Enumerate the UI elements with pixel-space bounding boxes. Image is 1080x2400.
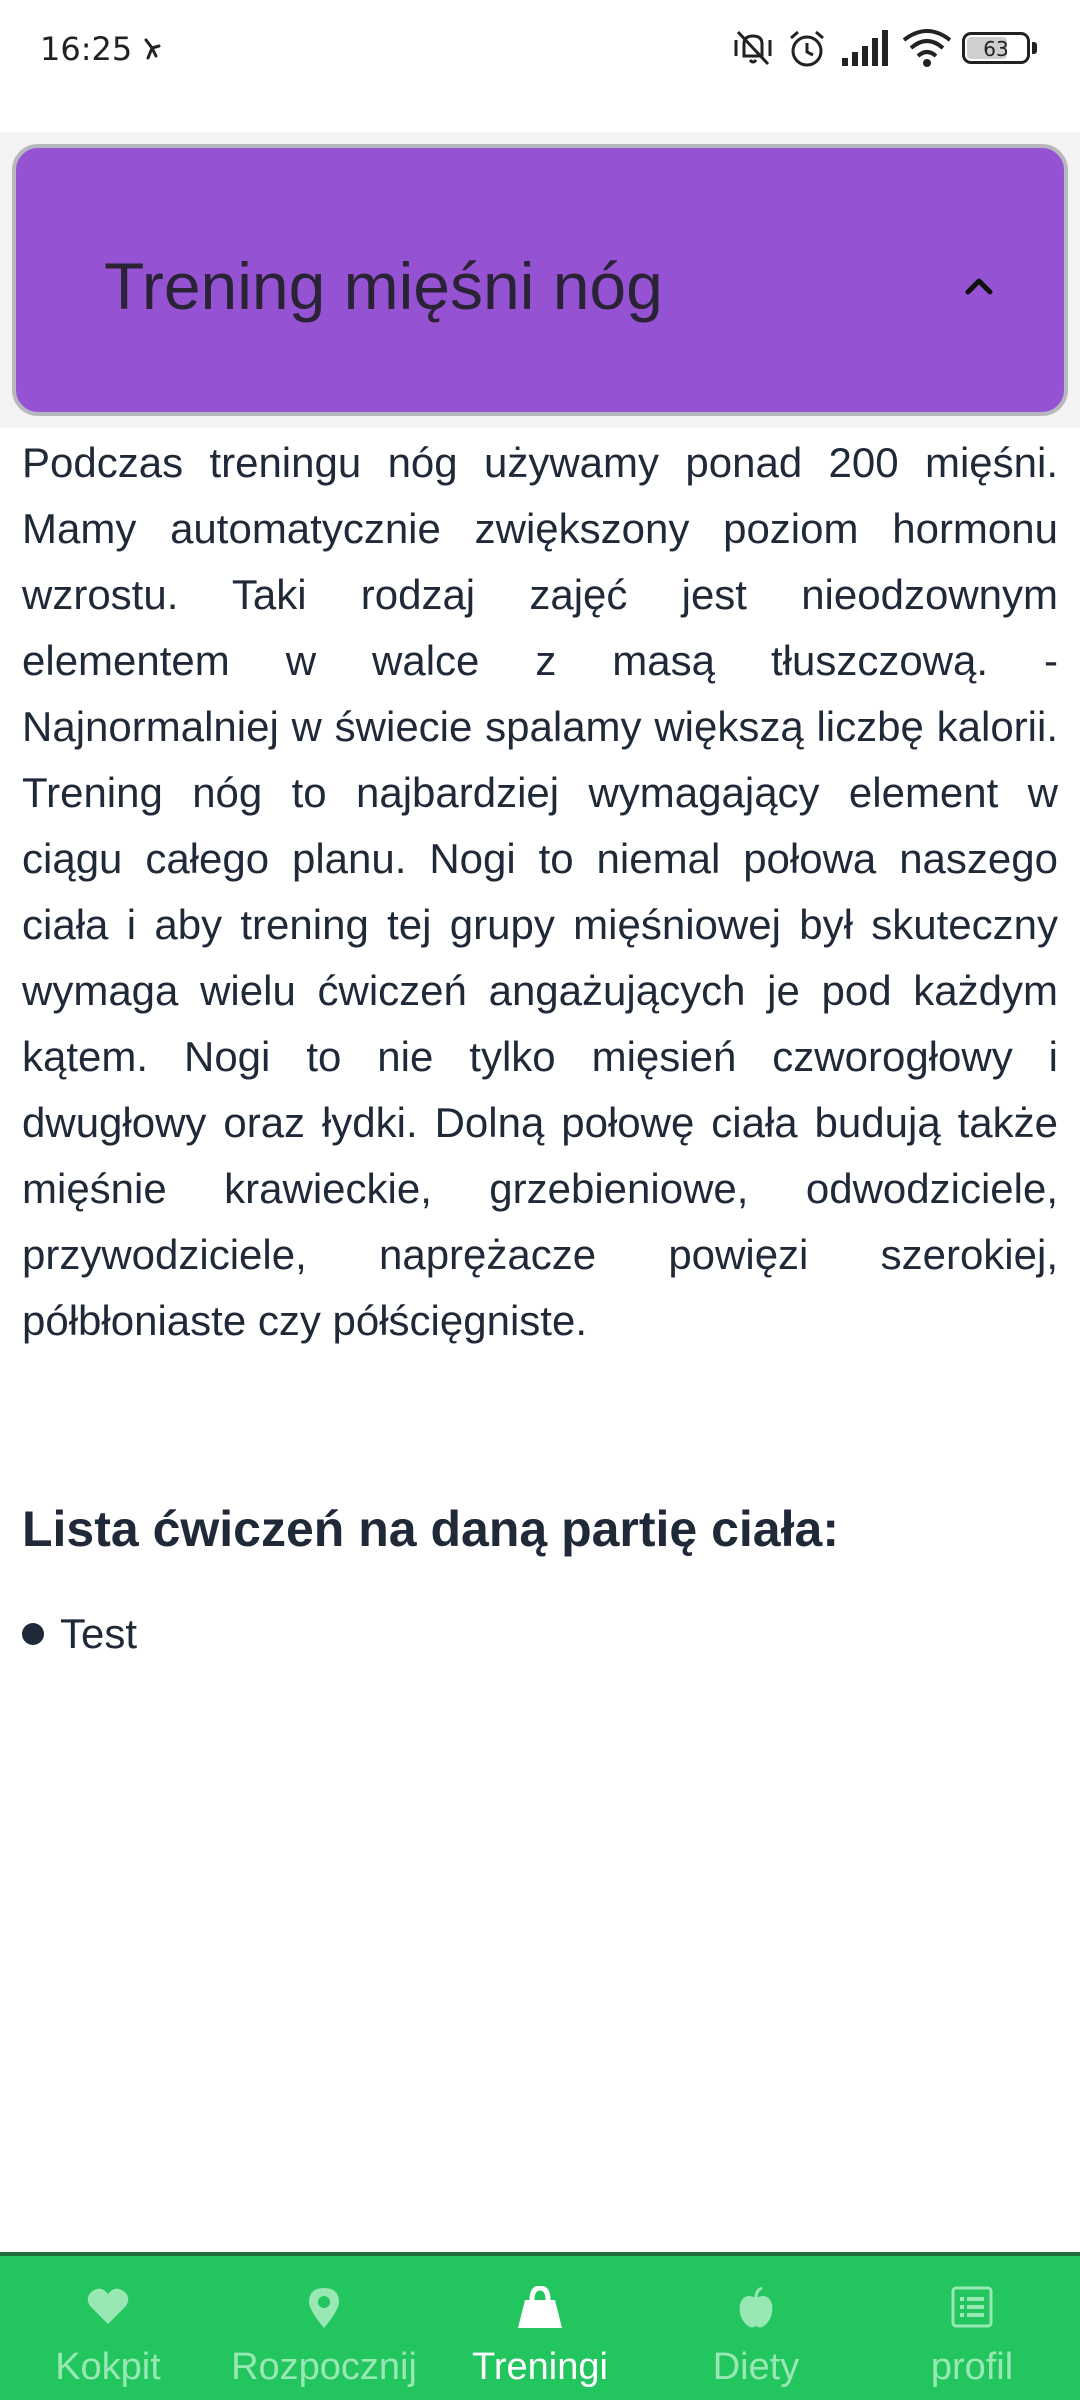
bottom-nav bbox=[0, 2252, 1080, 2400]
vibrate-off-icon bbox=[730, 28, 776, 68]
nav-item-diety[interactable] bbox=[648, 2256, 864, 2400]
nav-label: Rozpocznij bbox=[231, 2346, 417, 2388]
accordion-header[interactable] bbox=[12, 144, 1068, 416]
page-title: Trening mięśni nóg bbox=[104, 249, 663, 323]
signal-icon bbox=[840, 28, 890, 68]
heart-icon bbox=[86, 2286, 130, 2326]
nav-label: profil bbox=[930, 2346, 1014, 2388]
wifi-icon bbox=[902, 28, 952, 68]
alarm-icon bbox=[786, 28, 828, 70]
nav-item-profil[interactable] bbox=[864, 2256, 1080, 2400]
bullet-icon bbox=[22, 1623, 44, 1645]
chevron-up-icon[interactable] bbox=[944, 260, 1014, 310]
weight-icon bbox=[517, 2286, 563, 2330]
battery-indicator bbox=[962, 32, 1030, 64]
status-time: 16:25 bbox=[40, 30, 133, 68]
nav-label: Diety bbox=[712, 2346, 800, 2388]
status-bar bbox=[0, 0, 1080, 100]
battery-level: 63 bbox=[983, 37, 1009, 61]
exercise-list bbox=[22, 1610, 137, 1658]
list-item[interactable] bbox=[22, 1610, 137, 1658]
nav-item-treningi[interactable] bbox=[432, 2256, 648, 2400]
battery-tip bbox=[1032, 42, 1037, 54]
list-icon bbox=[951, 2286, 993, 2328]
nav-item-rozpocznij[interactable] bbox=[216, 2256, 432, 2400]
notification-icon bbox=[140, 36, 164, 62]
nav-label: Treningi bbox=[472, 2346, 608, 2388]
description-text: Podczas treningu nóg używamy ponad 200 mięśni. Mamy automatycznie zwiększony poziom hormonu wzrostu. Taki rodzaj zajęć jest nieodzownym elementem w walce z masą tłuszczową. - Najnormalniej w świecie spalamy większą liczbę kalorii. Trening nóg to najbardziej wymagający element w ciągu całego planu. Nogi to niemal połowa naszego ciała i aby trening tej grupy mięśniowej był skuteczny wymaga wielu ćwiczeń angażujących je pod każdym kątem. Nogi to nie tylko mięsień czworogłowy i dwugłowy oraz łydki. Dolną połowę ciała budują także mięśnie krawieckie, grzebieniowe, odwodziciele, przywodziciele, naprężacze powięzi szerokiej, półbłoniaste czy półścięgniste. bbox=[22, 439, 1058, 1344]
nav-item-kokpit[interactable] bbox=[0, 2256, 216, 2400]
exercise-label: Test bbox=[60, 1610, 138, 1657]
accordion bbox=[0, 132, 1080, 428]
map-pin-icon bbox=[307, 2286, 341, 2330]
nav-label: Kokpit bbox=[55, 2346, 161, 2388]
apple-icon bbox=[736, 2286, 776, 2330]
exercise-list-heading: Lista ćwiczeń na daną partię ciała: bbox=[22, 1501, 839, 1557]
